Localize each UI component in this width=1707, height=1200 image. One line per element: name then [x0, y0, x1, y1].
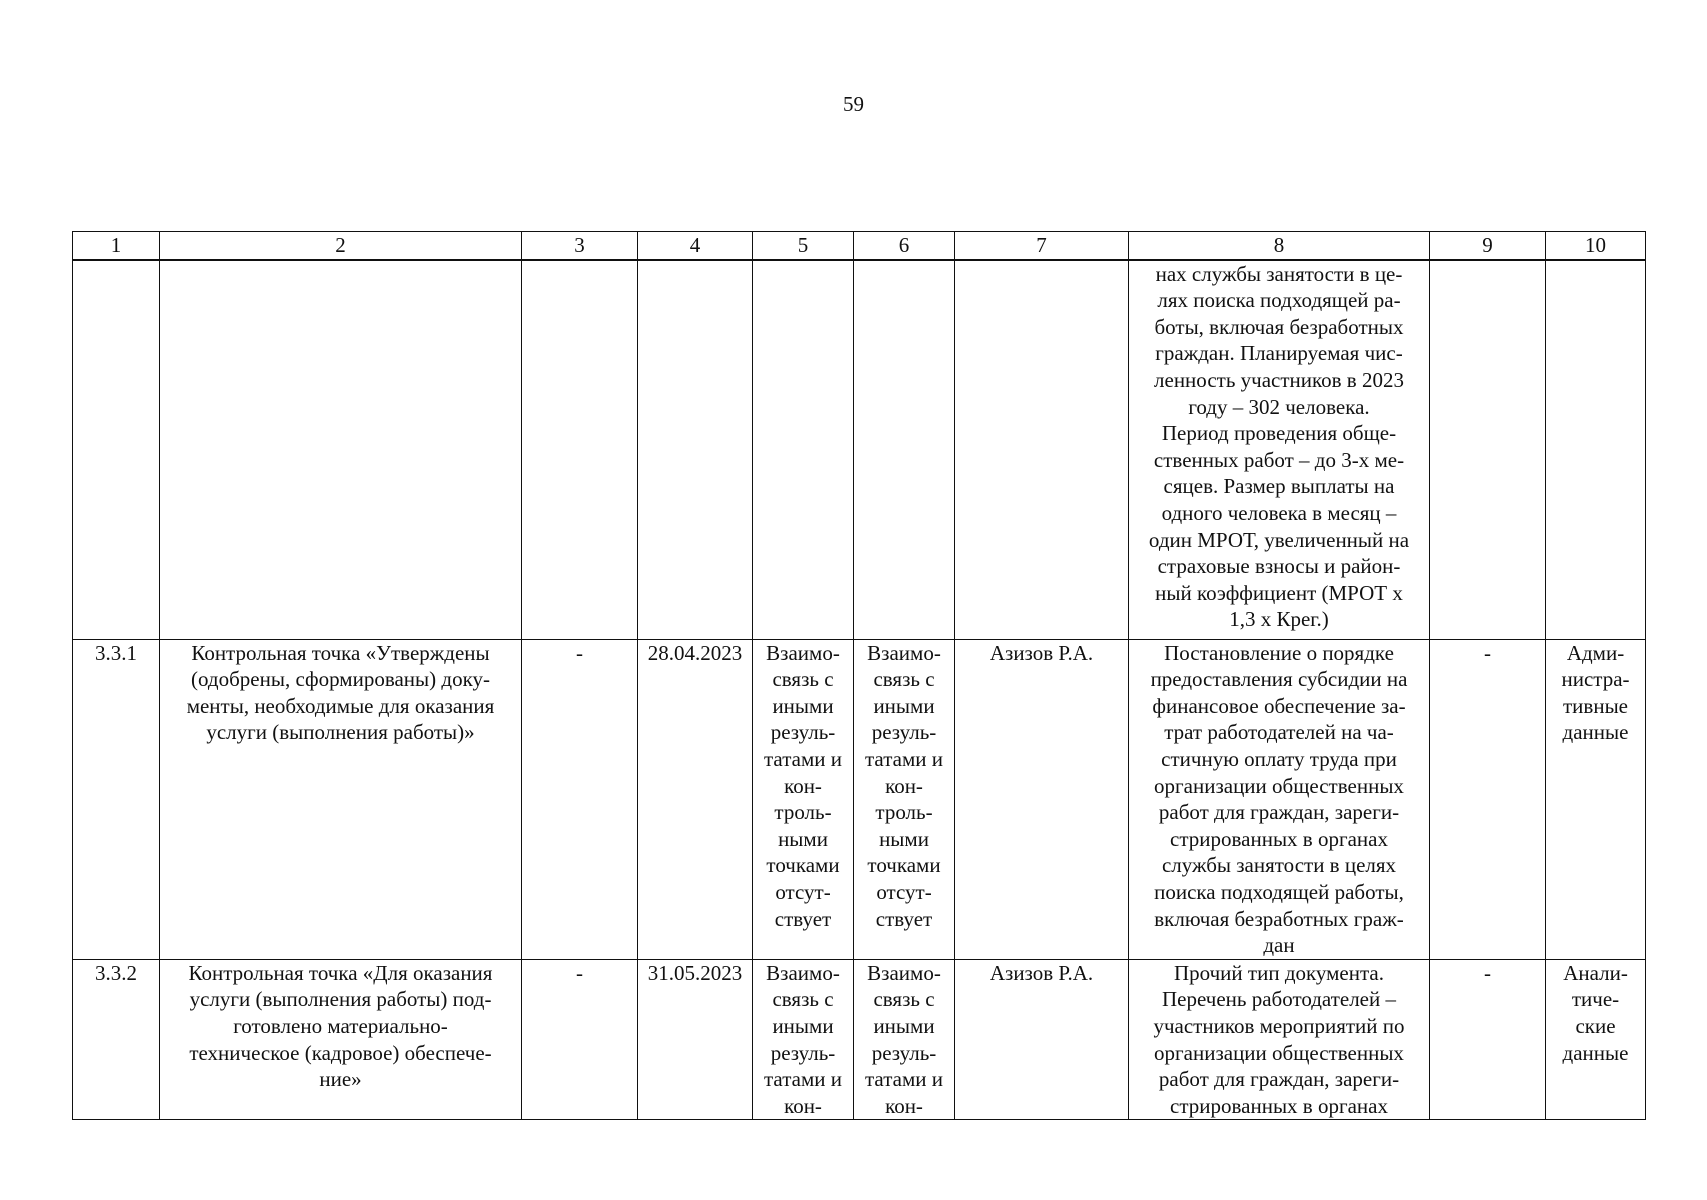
- cell-end-date: 31.05.2023: [638, 959, 753, 1120]
- header-cell: 6: [854, 232, 955, 260]
- schedule-table: [72, 231, 1646, 1120]
- cell-responsible: Азизов Р.А.: [955, 639, 1129, 959]
- cell-predecessor: Взаимо- связь с иными резуль- татами и кон-: [753, 959, 854, 1120]
- cell-name: Контрольная точка «Для оказания услуги (выполнения работы) под- готовлено материально- техническое (кадровое) обеспече- ние»: [160, 959, 522, 1120]
- cell-level: -: [1430, 959, 1546, 1120]
- cell-successor: Взаимо- связь с иными резуль- татами и кон-: [854, 959, 955, 1120]
- header-cell: 9: [1430, 232, 1546, 260]
- cell-document: нах службы занятости в це- лях поиска подходящей ра- боты, включая безработных граждан. Планируемая чис- ленность участников в 2023 году – 302 человека. Период проведения обще- ственных работ – до 3-х ме- сяцев. Размер выплаты на одного человека в месяц – один МРОТ, увеличенный на страховые взносы и район- ный коэффициент (МРОТ х 1,3 х Крег.): [1129, 260, 1430, 640]
- header-cell: 7: [955, 232, 1129, 260]
- header-cell: 5: [753, 232, 854, 260]
- header-row: [73, 232, 1646, 260]
- cell-level: -: [1430, 639, 1546, 959]
- table-row: [73, 639, 1646, 959]
- cell-number: 3.3.1: [73, 639, 160, 959]
- cell-start-date: -: [522, 639, 638, 959]
- table-row: [73, 959, 1646, 1120]
- cell-end-date: 28.04.2023: [638, 639, 753, 959]
- header-cell: 10: [1546, 232, 1646, 260]
- cell-start-date: [522, 260, 638, 640]
- cell-predecessor: [753, 260, 854, 640]
- cell-responsible: Азизов Р.А.: [955, 959, 1129, 1120]
- cell-predecessor: Взаимо- связь с иными резуль- татами и кон- троль- ными точками отсут- ствует: [753, 639, 854, 959]
- header-cell: 2: [160, 232, 522, 260]
- cell-name: Контрольная точка «Утверждены (одобрены, сформированы) доку- менты, необходимые для оказания услуги (выполнения работы)»: [160, 639, 522, 959]
- cell-successor: [854, 260, 955, 640]
- cell-name: [160, 260, 522, 640]
- cell-document: Постановление о порядке предоставления субсидии на финансовое обеспечение за- трат работодателей на ча- стичную оплату труда при организации общественных работ для граждан, зареги- стрированных в органах службы занятости в целях поиска подходящей работы, включая безработных граж- дан: [1129, 639, 1430, 959]
- cell-info-system: [1546, 260, 1646, 640]
- header-cell: 4: [638, 232, 753, 260]
- header-cell: 1: [73, 232, 160, 260]
- cell-successor: Взаимо- связь с иными резуль- татами и кон- троль- ными точками отсут- ствует: [854, 639, 955, 959]
- table-row: [73, 260, 1646, 640]
- header-cell: 3: [522, 232, 638, 260]
- cell-number: 3.3.2: [73, 959, 160, 1120]
- page-number: 59: [843, 92, 864, 116]
- cell-start-date: -: [522, 959, 638, 1120]
- cell-level: [1430, 260, 1546, 640]
- cell-responsible: [955, 260, 1129, 640]
- cell-document: Прочий тип документа. Перечень работодателей – участников мероприятий по организации общественных работ для граждан, зареги- стрированных в органах: [1129, 959, 1430, 1120]
- cell-number: [73, 260, 160, 640]
- cell-end-date: [638, 260, 753, 640]
- cell-info-system: Анали- тиче- ские данные: [1546, 959, 1646, 1120]
- cell-info-system: Адми- нистра- тивные данные: [1546, 639, 1646, 959]
- header-cell: 8: [1129, 232, 1430, 260]
